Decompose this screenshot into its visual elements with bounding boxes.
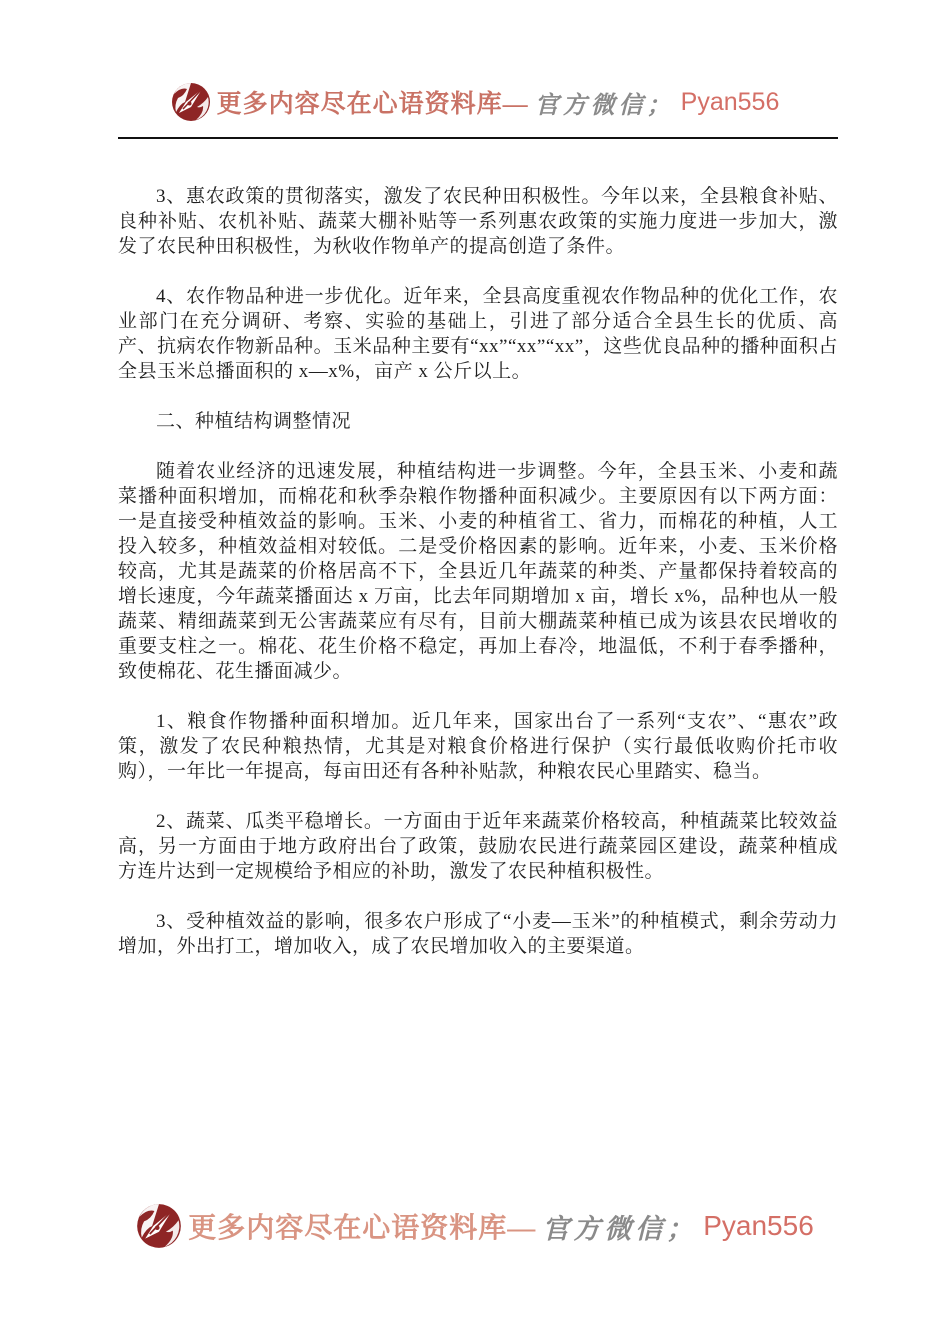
wechat-label: 官方微信； bbox=[542, 1213, 698, 1244]
brand-text: 更多内容尽在心语资料库— bbox=[188, 1213, 537, 1244]
paragraph: 1、粮食作物播种面积增加。近几年来，国家出台了一系列“支农”、“惠农”政策，激发了农民种粮热情，尤其是对粮食价格进行保护（实行最低收购价托市收购），一年比一年提高，每亩田还有各种补贴款，种粮农民心里踏实、稳当。 bbox=[118, 711, 838, 782]
paragraph: 4、农作物品种进一步优化。近年来，全县高度重视农作物品种的优化工作，农业部门在充分调研、考察、实验的基础上，引进了部分适合全县生长的优质、高产、抗病农作物新品种。玉米品种主要有“xx”“xx”“xx”，这些优良品种的播种面积占全县玉米总播面积的 x—x%，亩产 x 公斤以上。 bbox=[118, 286, 838, 382]
pen-nib-circle-icon bbox=[171, 82, 211, 122]
section-heading: 二、种植结构调整情况 bbox=[156, 411, 352, 432]
brand-text: 更多内容尽在心语资料库— bbox=[216, 91, 529, 118]
paragraph: 3、受种植效益的影响，很多农户形成了“小麦—玉米”的种植模式，剩余劳动力增加，外出打工，增加收入，成了农民增加收入的主要渠道。 bbox=[118, 911, 838, 957]
header-divider bbox=[118, 137, 838, 139]
wechat-label: 官方微信； bbox=[534, 92, 675, 119]
wechat-id: Pyan556 bbox=[680, 87, 780, 116]
footer-brand bbox=[0, 1203, 950, 1249]
header-brand bbox=[0, 82, 950, 122]
wechat-id: Pyan556 bbox=[703, 1210, 814, 1241]
pen-nib-circle-icon bbox=[136, 1203, 182, 1249]
paragraph: 3、惠农政策的贯彻落实，激发了农民种田积极性。今年以来，全县粮食补贴、良种补贴、农机补贴、蔬菜大棚补贴等一系列惠农政策的实施力度进一步加大，激发了农民种田积极性，为秋收作物单产的提高创造了条件。 bbox=[118, 186, 838, 257]
document-body bbox=[118, 184, 838, 984]
paragraph: 随着农业经济的迅速发展，种植结构进一步调整。今年，全县玉米、小麦和蔬菜播种面积增加，而棉花和秋季杂粮作物播种面积减少。主要原因有以下两方面：一是直接受种植效益的影响。玉米、小麦的种植省工、省力，而棉花的种植，人工投入较多，种植效益相对较低。二是受价格因素的影响。近年来，小麦、玉米价格较高，尤其是蔬菜的价格居高不下，全县近几年蔬菜的种类、产量都保持着较高的增长速度，今年蔬菜播面达 x 万亩，比去年同期增加 x 亩，增长 x%，品种也从一般蔬菜、精细蔬菜到无公害蔬菜应有尽有，目前大棚蔬菜种植已成为该县农民增收的重要支柱之一。棉花、花生价格不稳定，再加上春冷，地温低，不利于春季播种，致使棉花、花生播面减少。 bbox=[118, 461, 838, 682]
paragraph: 2、蔬菜、瓜类平稳增长。一方面由于近年来蔬菜价格较高，种植蔬菜比较效益高，另一方面由于地方政府出台了政策，鼓励农民进行蔬菜园区建设，蔬菜种植成方连片达到一定规模给予相应的补助，激发了农民种植积极性。 bbox=[118, 811, 838, 882]
